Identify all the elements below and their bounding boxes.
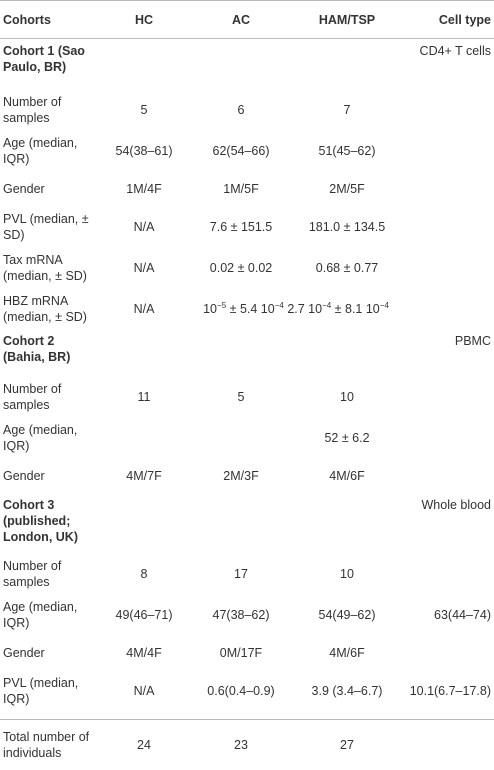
cell-ac: 47(38–62) — [190, 594, 292, 635]
table-row — [0, 417, 494, 458]
cell-ac: 0.6(0.4–0.9) — [190, 670, 292, 711]
cell-ac — [190, 417, 292, 458]
cell-ham-tsp: 4M/6F — [292, 635, 402, 670]
cell-ac: 5 — [190, 376, 292, 417]
cell-ham-tsp: 3.9 (3.4–6.7) — [292, 670, 402, 711]
cell-ham-tsp: 51(45–62) — [292, 130, 402, 171]
table-row — [0, 130, 494, 171]
row-label: Number of samples — [0, 376, 98, 417]
table-row — [0, 594, 494, 635]
cell-hbz-ac-ham — [190, 288, 402, 329]
cell-hc: 49(46–71) — [98, 594, 190, 635]
cohort-2-title-row — [0, 329, 494, 376]
cell-ham-tsp: 7 — [292, 89, 402, 130]
header-hc: HC — [98, 1, 190, 39]
table-row — [0, 89, 494, 130]
cell-hc: 5 — [98, 89, 190, 130]
cell-cell-type — [402, 553, 494, 594]
cell-cell-type: 10.1(6.7–17.8) — [402, 670, 494, 711]
total-row — [0, 720, 494, 770]
cell-hc: N/A — [98, 670, 190, 711]
cell-hc: 4M/4F — [98, 635, 190, 670]
cell-ham-tsp: 54(49–62) — [292, 594, 402, 635]
cell-ac: $10^{-5} \pm 5.4$ $10^{-4}$ — [203, 302, 284, 316]
row-label: HBZ mRNA (median, ± SD) — [0, 288, 98, 329]
header-ac: AC — [190, 1, 292, 39]
total-ac: 23 — [190, 720, 292, 770]
cell-ac: 62(54–66) — [190, 130, 292, 171]
total-label: Total number of individuals — [0, 720, 98, 770]
cohort-2-cell-type: PBMC — [402, 329, 494, 376]
cell-ac: 6 — [190, 89, 292, 130]
cell-hc: 8 — [98, 553, 190, 594]
cell-ac: 2M/3F — [190, 458, 292, 493]
cohort-3-title-row — [0, 493, 494, 553]
cohort-1-title-row — [0, 39, 494, 90]
table-row — [0, 171, 494, 206]
cohort-1-cell-type: CD4+ T cells — [402, 39, 494, 90]
cell-ham-tsp: 181.0 ± 134.5 — [292, 206, 402, 247]
row-label: Number of samples — [0, 553, 98, 594]
cell-hc: 54(38–61) — [98, 130, 190, 171]
table-row — [0, 635, 494, 670]
row-label: PVL (median, IQR) — [0, 670, 98, 711]
header-cell-type: Cell type — [402, 1, 494, 39]
cell-hc — [98, 417, 190, 458]
table-row — [0, 288, 494, 329]
row-label: Gender — [0, 171, 98, 206]
header-cohorts: Cohorts — [0, 1, 98, 39]
table-row — [0, 553, 494, 594]
cohort-3-title: Cohort 3 (published; London, UK) — [0, 493, 98, 553]
row-label: PVL (median, ± SD) — [0, 206, 98, 247]
table-row — [0, 458, 494, 493]
table-row — [0, 206, 494, 247]
row-label: Gender — [0, 458, 98, 493]
table-row — [0, 376, 494, 417]
cell-ham-tsp: 2.7 $10^{-4} \pm 8.1$ $10^{-4}$ — [287, 302, 389, 316]
cell-hc: 4M/7F — [98, 458, 190, 493]
table-row — [0, 247, 494, 288]
cell-cell-type — [402, 635, 494, 670]
row-label: Gender — [0, 635, 98, 670]
cell-ham-tsp: 4M/6F — [292, 458, 402, 493]
total-ham-tsp: 27 — [292, 720, 402, 770]
cohort-1-title: Cohort 1 (Sao Paulo, BR) — [0, 39, 98, 90]
header-row — [0, 1, 494, 39]
cell-hc: N/A — [98, 206, 190, 247]
cell-ac: 0.02 ± 0.02 — [190, 247, 292, 288]
cell-ham-tsp: 10 — [292, 376, 402, 417]
cell-ac: 0M/17F — [190, 635, 292, 670]
cell-ac: 7.6 ± 151.5 — [190, 206, 292, 247]
row-label: Age (median, IQR) — [0, 417, 98, 458]
cell-hc: 1M/4F — [98, 171, 190, 206]
cell-ac: 1M/5F — [190, 171, 292, 206]
cell-ham-tsp: 52 ± 6.2 — [292, 417, 402, 458]
cell-ham-tsp: 0.68 ± 0.77 — [292, 247, 402, 288]
row-label: Age (median, IQR) — [0, 130, 98, 171]
cell-ham-tsp: 10 — [292, 553, 402, 594]
row-label: Age (median, IQR) — [0, 594, 98, 635]
cell-cell-type: 63(44–74) — [402, 594, 494, 635]
cell-hc: N/A — [98, 247, 190, 288]
cohort-3-cell-type: Whole blood — [402, 493, 494, 553]
cell-ham-tsp: 2M/5F — [292, 171, 402, 206]
total-hc: 24 — [98, 720, 190, 770]
cohort-2-title: Cohort 2 (Bahia, BR) — [0, 329, 98, 376]
row-label: Number of samples — [0, 89, 98, 130]
header-ham-tsp: HAM/TSP — [292, 1, 402, 39]
table-row — [0, 670, 494, 711]
cell-hc: N/A — [98, 288, 190, 329]
cell-hc: 11 — [98, 376, 190, 417]
row-label: Tax mRNA (median, ± SD) — [0, 247, 98, 288]
cell-ac: 17 — [190, 553, 292, 594]
spacer-row — [0, 711, 494, 720]
